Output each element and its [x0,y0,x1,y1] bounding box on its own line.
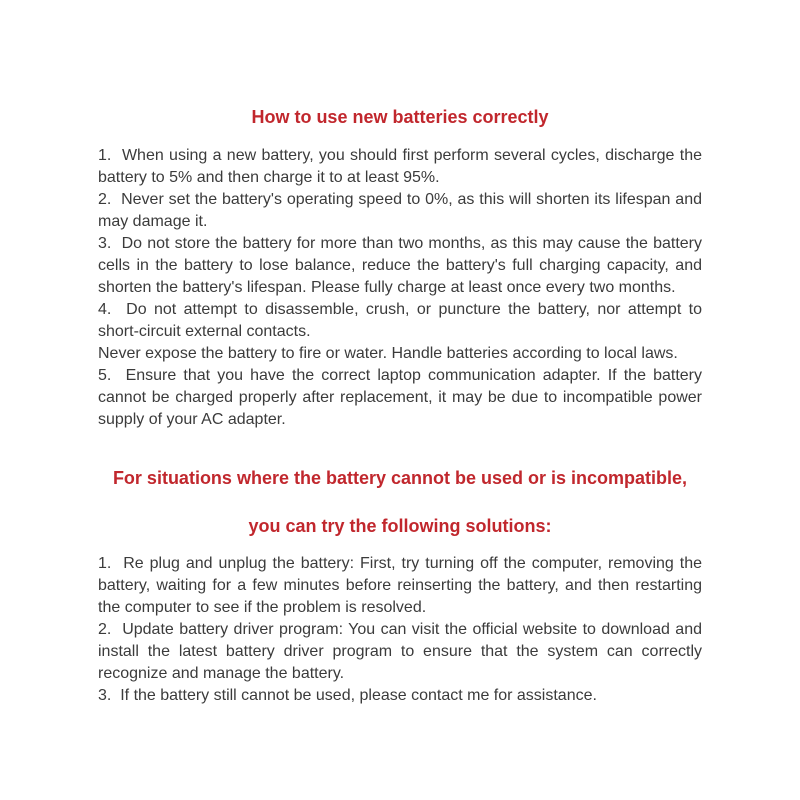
section1-item-1: 1. When using a new battery, you should first perform several cycles, discharge the battery to 5% and then charge it to at least 95%. [98,147,702,186]
section1-item-3: 3. Do not store the battery for more than two months, as this may cause the battery cells in the battery to lose balance, reduce the battery's full charging capacity, and shorten the battery's lifespan. Please fully charge at least once every two months. [98,235,702,296]
section2-item-1: 1. Re plug and unplug the battery: First, try turning off the computer, removing the battery, waiting for a few minutes before reinserting the battery, and then restarting the computer to see if the problem is resolved. [98,555,702,616]
section2-title-line1: For situations where the battery cannot be used or is incompatible, [112,468,688,488]
section1-note: Never expose the battery to fire or water. Handle batteries according to local laws. [98,345,678,362]
section1-item-2: 2. Never set the battery's operating speed to 0%, as this will shorten its lifespan and may damage it. [98,191,702,230]
section2-item-3: 3. If the battery still cannot be used, please contact me for assistance. [98,687,597,704]
section1-item-5: 5. Ensure that you have the correct laptop communication adapter. If the battery cannot be charged properly after replacement, it may be due to incompatible power supply of your AC adapter. [98,367,702,428]
section2-title-line2: you can try the following solutions: [248,516,552,536]
section1-item-4: 4. Do not attempt to disassemble, crush, or puncture the battery, nor attempt to short-circuit external contacts. [98,301,702,340]
section2-item-2: 2. Update battery driver program: You can visit the official website to download and install the latest battery driver program to ensure that the system can correctly recognize and manage the battery. [98,621,702,682]
section1-title: How to use new batteries correctly [251,107,549,127]
content-column [98,0,702,707]
